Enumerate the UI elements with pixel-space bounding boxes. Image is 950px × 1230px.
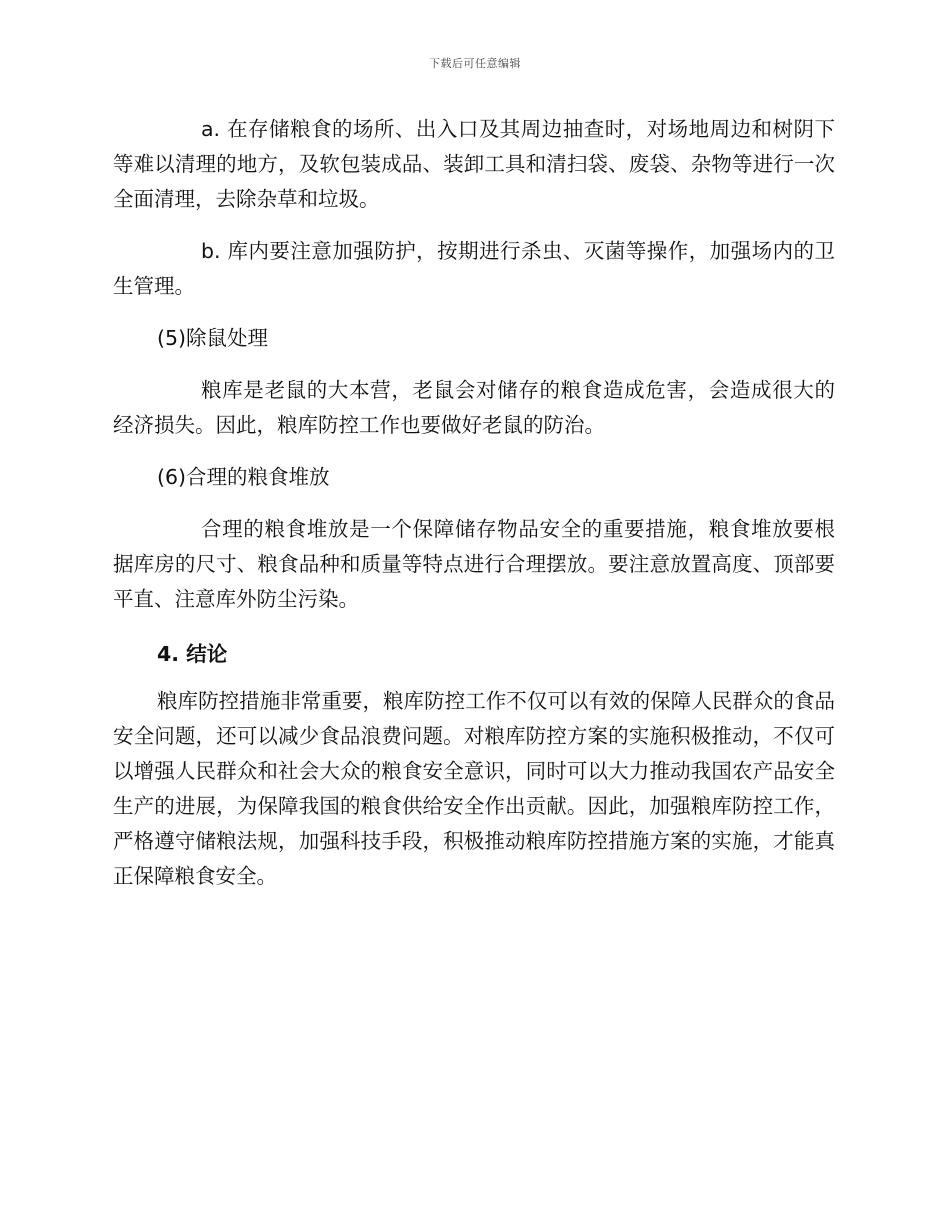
page-header: 下载后可任意编辑 xyxy=(429,57,521,70)
document-body xyxy=(113,112,835,911)
subheading-rodent-control: (5)除鼠处理 xyxy=(157,326,269,350)
section-heading-conclusion: 4. 结论 xyxy=(157,642,228,666)
paragraph-a: a. 在存储粮食的场所、出入口及其周边抽查时，对场地周边和树阴下等难以清理的地方，及软包装成品、装卸工具和清扫袋、废袋、杂物等进行一次全面清理，去除杂草和垃圾。 xyxy=(113,117,835,211)
paragraph-conclusion: 粮库防控措施非常重要，粮库防控工作不仅可以有效的保障人民群众的食品安全问题，还可以减少食品浪费问题。对粮库防控方案的实施积极推动，不仅可以增强人民群众和社会大众的粮食安全意识，同时可以大力推动我国农产品安全生产的进展，为保障我国的粮食供给安全作出贡献。因此，加强粮库防控工作，严格遵守储粮法规，加强科技手段，积极推动粮库防控措施方案的实施，才能真正保障粮食安全。 xyxy=(113,689,835,888)
paragraph-rodent: 粮库是老鼠的大本营，老鼠会对储存的粮食造成危害，会造成很大的经济损失。因此，粮库防控工作也要做好老鼠的防治。 xyxy=(113,378,835,437)
paragraph-b: b. 库内要注意加强防护，按期进行杀虫、灭菌等操作，加强场内的卫生管理。 xyxy=(113,239,835,298)
subheading-grain-stacking: (6)合理的粮食堆放 xyxy=(157,465,330,489)
paragraph-stacking: 合理的粮食堆放是一个保障储存物品安全的重要措施，粮食堆放要根据库房的尺寸、粮食品种和质量等特点进行合理摆放。要注意放置高度、顶部要平直、注意库外防尘污染。 xyxy=(113,517,835,611)
